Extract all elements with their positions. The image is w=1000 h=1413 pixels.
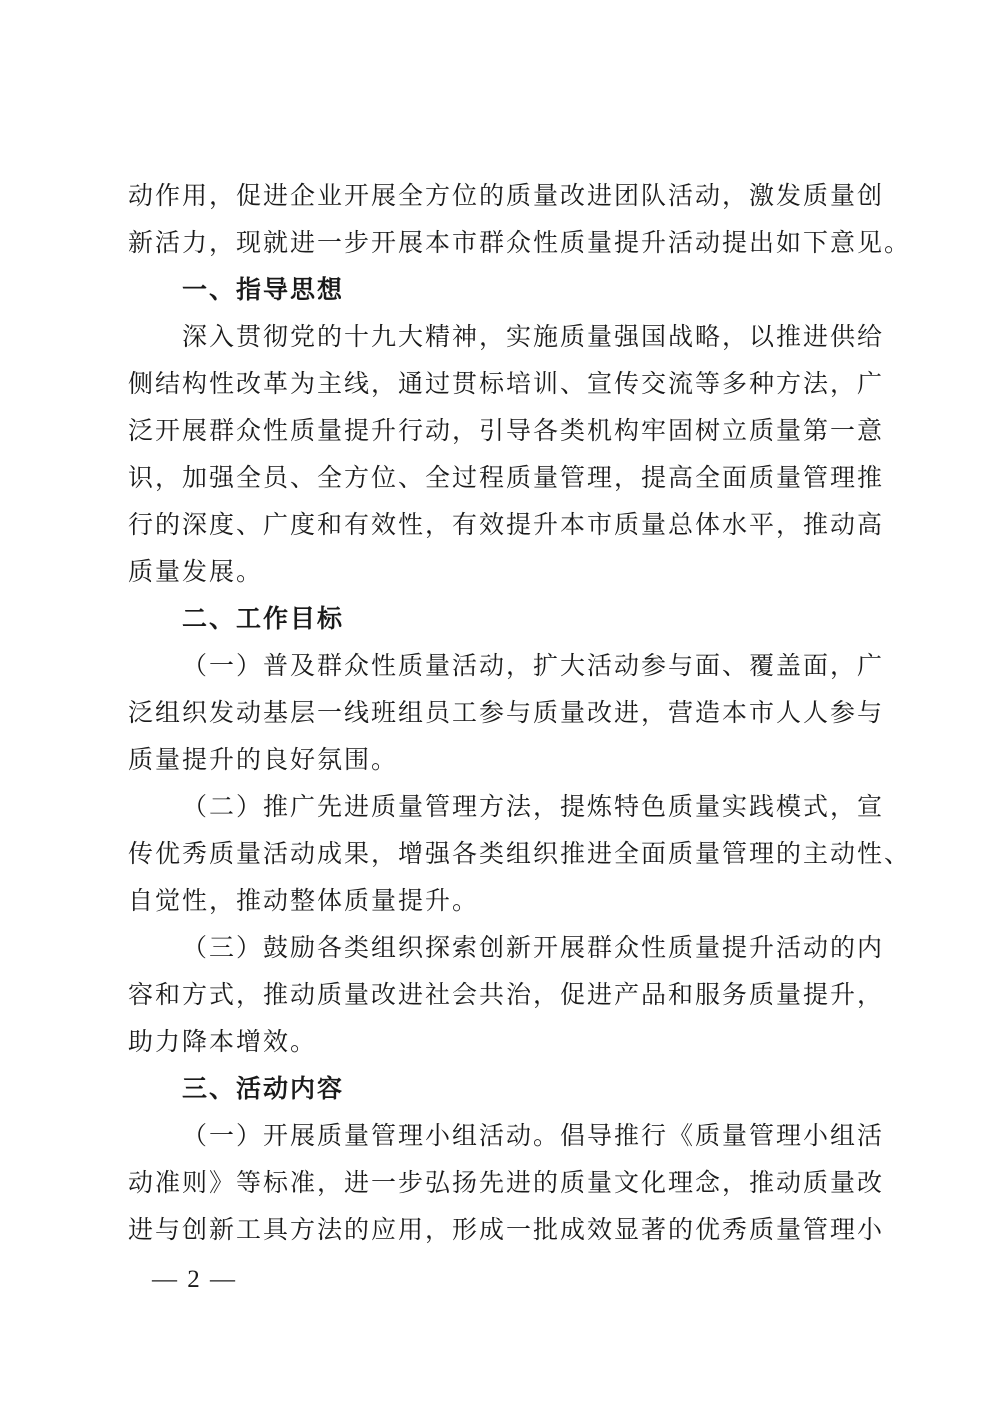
paragraph-line: 助力降本增效。 — [128, 1027, 318, 1056]
paragraph — [128, 1112, 885, 1253]
paragraph-line: 进与创新工具方法的应用，形成一批成效显著的优秀质量管理小 — [128, 1215, 885, 1244]
paragraph-line: 容和方式，推动质量改进社会共治，促进产品和服务质量提升， — [128, 980, 885, 1009]
paragraph-line: 泛组织发动基层一线班组员工参与质量改进，营造本市人人参与 — [128, 698, 885, 727]
section-heading: 一、指导思想 — [182, 275, 345, 304]
paragraph-line: 深入贯彻党的十九大精神，实施质量强国战略，以推进供给 — [182, 322, 885, 351]
paragraph — [128, 172, 912, 266]
paragraph-line: 侧结构性改革为主线，通过贯标培训、宣传交流等多种方法，广 — [128, 369, 885, 398]
paragraph-line: 新活力，现就进一步开展本市群众性质量提升活动提出如下意见。 — [128, 228, 912, 257]
paragraph-line: 泛开展群众性质量提升行动，引导各类机构牢固树立质量第一意 — [128, 416, 885, 445]
paragraph — [128, 783, 912, 924]
paragraph-line: （一）开展质量管理小组活动。倡导推行《质量管理小组活 — [182, 1121, 885, 1150]
paragraph-line: 动作用，促进企业开展全方位的质量改进团队活动，激发质量创 — [128, 181, 885, 210]
section-heading: 三、活动内容 — [182, 1074, 345, 1103]
paragraph-line: 质量发展。 — [128, 557, 264, 586]
paragraph-line: 自觉性，推动整体质量提升。 — [128, 886, 480, 915]
paragraph-line: （一）普及群众性质量活动，扩大活动参与面、覆盖面，广 — [182, 651, 885, 680]
paragraph-line: （三）鼓励各类组织探索创新开展群众性质量提升活动的内 — [182, 933, 885, 962]
paragraph-line: 传优秀质量活动成果，增强各类组织推进全面质量管理的主动性、 — [128, 839, 912, 868]
paragraph — [128, 313, 885, 595]
section-heading: 二、工作目标 — [182, 604, 345, 633]
page-number: — 2 — — [152, 1266, 237, 1293]
paragraph-line: 质量提升的良好氛围。 — [128, 745, 399, 774]
paragraph — [128, 642, 885, 783]
paragraph-line: 动准则》等标准，进一步弘扬先进的质量文化理念，推动质量改 — [128, 1168, 885, 1197]
paragraph-line: 识，加强全员、全方位、全过程质量管理，提高全面质量管理推 — [128, 463, 885, 492]
paragraph-line: （二）推广先进质量管理方法，提炼特色质量实践模式，宣 — [182, 792, 885, 821]
paragraph-line: 行的深度、广度和有效性，有效提升本市质量总体水平，推动高 — [128, 510, 885, 539]
paragraph — [128, 924, 885, 1065]
document-body — [128, 172, 912, 1253]
